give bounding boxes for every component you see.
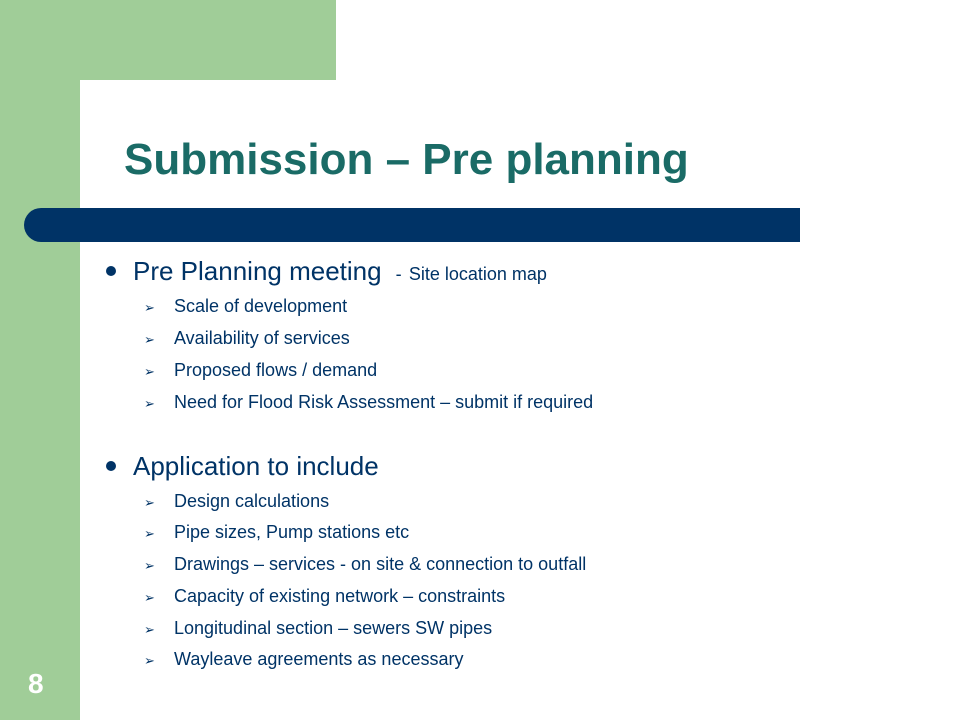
bullet-icon: [106, 266, 116, 276]
bullet-icon: [106, 461, 116, 471]
list-item-text: Pipe sizes, Pump stations etc: [174, 522, 410, 542]
arrow-bullet-icon: ➢: [144, 364, 155, 379]
list-item-text: Capacity of existing network – constraints: [174, 586, 506, 606]
list-item: [144, 295, 347, 319]
list-item-text: Drawings – services - on site & connection to outfall: [174, 554, 587, 574]
arrow-bullet-icon: ➢: [144, 653, 155, 668]
slide-title: Submission – Pre planning: [124, 135, 689, 184]
arrow-bullet-icon: ➢: [144, 590, 155, 605]
list-item-text: Availability of services: [174, 328, 350, 348]
arrow-bullet-icon: ➢: [144, 526, 155, 541]
heading-separator: -: [395, 264, 402, 284]
arrow-bullet-icon: ➢: [144, 396, 155, 411]
list-item: [144, 521, 409, 545]
list-item-text: Proposed flows / demand: [174, 360, 378, 380]
heading-text: Pre Planning meeting: [133, 256, 382, 286]
arrow-bullet-icon: ➢: [144, 495, 155, 510]
list-item: [144, 648, 463, 672]
list-item: [144, 617, 492, 641]
list-item-text: Scale of development: [174, 296, 348, 316]
arrow-bullet-icon: ➢: [144, 558, 155, 573]
arrow-bullet-icon: ➢: [144, 332, 155, 347]
list-item: [144, 553, 586, 577]
list-item: [144, 327, 350, 351]
list-item-text: Need for Flood Risk Assessment – submit if required: [174, 392, 594, 412]
list-item: [144, 585, 505, 609]
arrow-bullet-icon: ➢: [144, 300, 155, 315]
section-heading-pre-planning: [133, 256, 547, 289]
arrow-bullet-icon: ➢: [144, 622, 155, 637]
list-item: [144, 490, 329, 514]
list-item: [144, 359, 377, 383]
list-item: [144, 391, 593, 415]
page-number: 8: [28, 668, 44, 699]
section-heading-application: Application to include: [133, 451, 379, 481]
list-item-text: Wayleave agreements as necessary: [174, 649, 464, 669]
list-item-text: Longitudinal section – sewers SW pipes: [174, 618, 493, 638]
heading-suffix: Site location map: [408, 264, 547, 284]
list-item-text: Design calculations: [174, 491, 330, 511]
